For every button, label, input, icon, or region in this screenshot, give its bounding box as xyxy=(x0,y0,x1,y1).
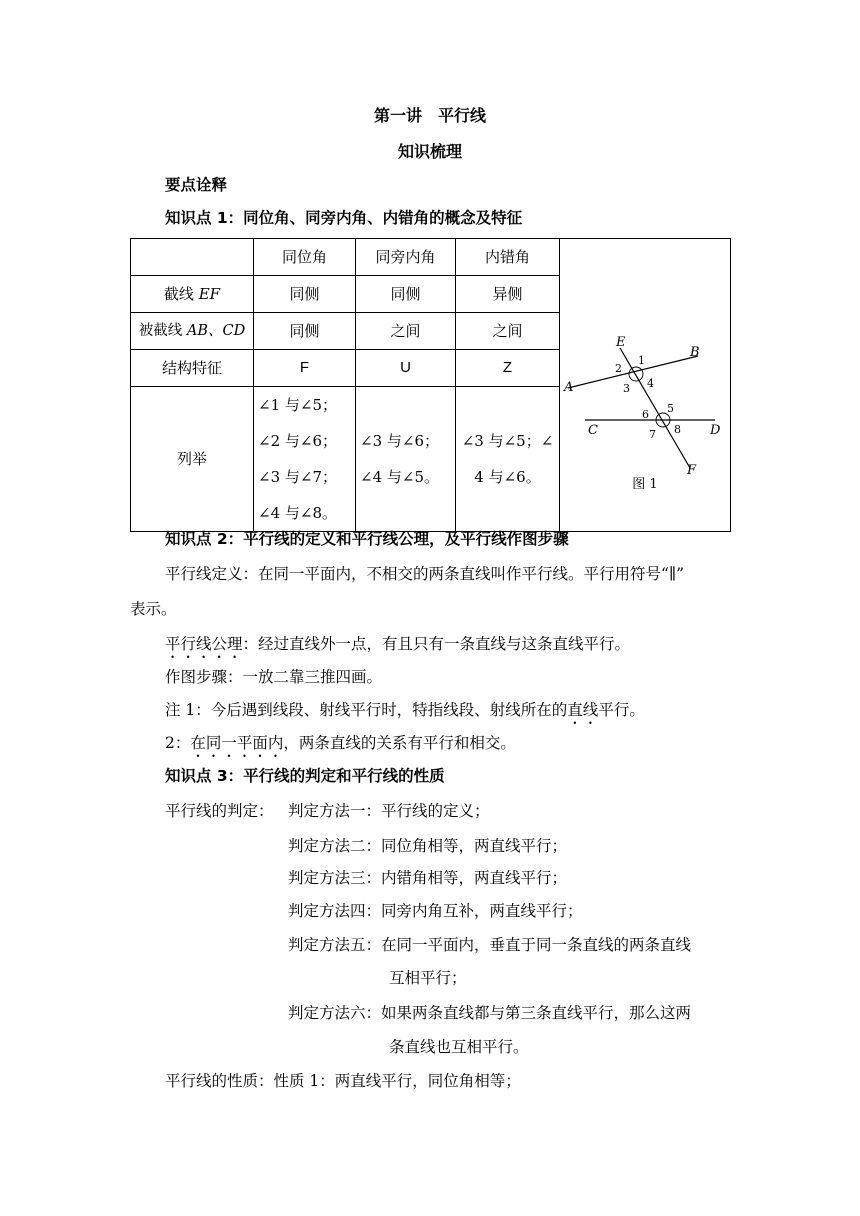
kp2-definition-cont: 表示。 xyxy=(130,600,177,618)
angle-table xyxy=(130,238,731,532)
label-b: B xyxy=(690,344,700,360)
section-title: 知识梳理 xyxy=(397,142,462,161)
table-cell: 同侧 xyxy=(254,313,356,350)
transversal-figure xyxy=(560,276,730,476)
row-label-cutline: 截线 EF xyxy=(131,276,254,313)
row-label-cut: 被截线 AB、CD xyxy=(131,313,254,350)
table-cell: 异侧 xyxy=(456,276,560,313)
list-tongwei: ∠1 与∠5； ∠2 与∠6； ∠3 与∠7； ∠4 与∠8。 xyxy=(254,387,356,532)
angle-label-2: 2 xyxy=(615,361,622,375)
axiom-term: 平行线公理 xyxy=(165,635,243,653)
kp2-heading: 知识点 2：平行线的定义和平行线公理，及平行线作图步骤 xyxy=(165,530,569,548)
label-e: E xyxy=(616,334,626,350)
kp2-steps: 作图步骤：一放二靠三推四画。 xyxy=(165,668,383,686)
row-label-structure: 结构特征 xyxy=(131,350,254,387)
table-cell: 之间 xyxy=(356,313,456,350)
list-tongpang: ∠3 与∠6； ∠4 与∠5。 xyxy=(356,387,456,532)
label-c: C xyxy=(588,422,598,438)
method-6: 判定方法六：如果两条直线都与第三条直线平行，那么这两 xyxy=(288,1004,692,1022)
kp3-heading: 知识点 3：平行线的判定和平行线的性质 xyxy=(165,767,445,785)
table-cell: U xyxy=(356,350,456,387)
table-cell xyxy=(131,239,254,276)
method-2: 判定方法二：同位角相等，两直线平行； xyxy=(288,837,568,855)
label-d: D xyxy=(710,422,721,438)
table-cell: 之间 xyxy=(456,313,560,350)
angle-label-4: 4 xyxy=(647,376,654,390)
table-header-tongpang: 同旁内角 xyxy=(356,239,456,276)
table-header-tongwei: 同位角 xyxy=(254,239,356,276)
figure-caption: 图 1 xyxy=(632,476,658,492)
figure-cell xyxy=(560,239,731,532)
method-6-cont: 条直线也互相平行。 xyxy=(389,1038,529,1056)
method-1: 判定方法一：平行线的定义； xyxy=(288,802,490,820)
angle-label-5: 5 xyxy=(667,401,674,415)
angle-label-1: 1 xyxy=(638,353,645,367)
kp2-definition: 平行线定义：在同一平面内，不相交的两条直线叫作平行线。平行用符号“∥” xyxy=(165,565,685,583)
kp2-note2: 2：在同一平面内，两条直线的关系有平行和相交。 xyxy=(165,734,516,752)
list-neicuo: ∠3 与∠5；∠ 4 与∠6。 xyxy=(456,387,560,532)
table-cell: 同侧 xyxy=(356,276,456,313)
angle-label-3: 3 xyxy=(623,381,630,395)
property-line: 平行线的性质：性质 1：两直线平行，同位角相等； xyxy=(165,1072,521,1090)
judgement-label: 平行线的判定： xyxy=(165,802,274,820)
table-header-neicuo: 内错角 xyxy=(456,239,560,276)
label-f: F xyxy=(687,462,697,476)
angle-label-7: 7 xyxy=(649,427,656,441)
method-5: 判定方法五：在同一平面内，垂直于同一条直线的两条直线 xyxy=(288,936,692,954)
table-cell: 同侧 xyxy=(254,276,356,313)
kp2-note1: 注 1：今后遇到线段、射线平行时，特指线段、射线所在的直线平行。 xyxy=(165,701,645,719)
subsection-heading: 要点诠释 xyxy=(165,176,228,194)
label-a: A xyxy=(564,379,574,395)
table-cell: Z xyxy=(456,350,560,387)
page-title: 第一讲 平行线 xyxy=(373,106,486,125)
method-4: 判定方法四：同旁内角互补，两直线平行； xyxy=(288,902,583,920)
method-5-cont: 互相平行； xyxy=(389,969,467,987)
row-label-list: 列举 xyxy=(131,387,254,532)
angle-label-6: 6 xyxy=(642,407,649,421)
table-header-row xyxy=(131,239,731,276)
kp1-heading: 知识点 1：同位角、同旁内角、内错角的概念及特征 xyxy=(165,209,523,227)
kp2-axiom: 平行线公理：经过直线外一点，有且只有一条直线与这条直线平行。 xyxy=(165,635,631,653)
table-cell: F xyxy=(254,350,356,387)
angle-label-8: 8 xyxy=(674,422,681,436)
method-3: 判定方法三：内错角相等，两直线平行； xyxy=(288,869,568,887)
